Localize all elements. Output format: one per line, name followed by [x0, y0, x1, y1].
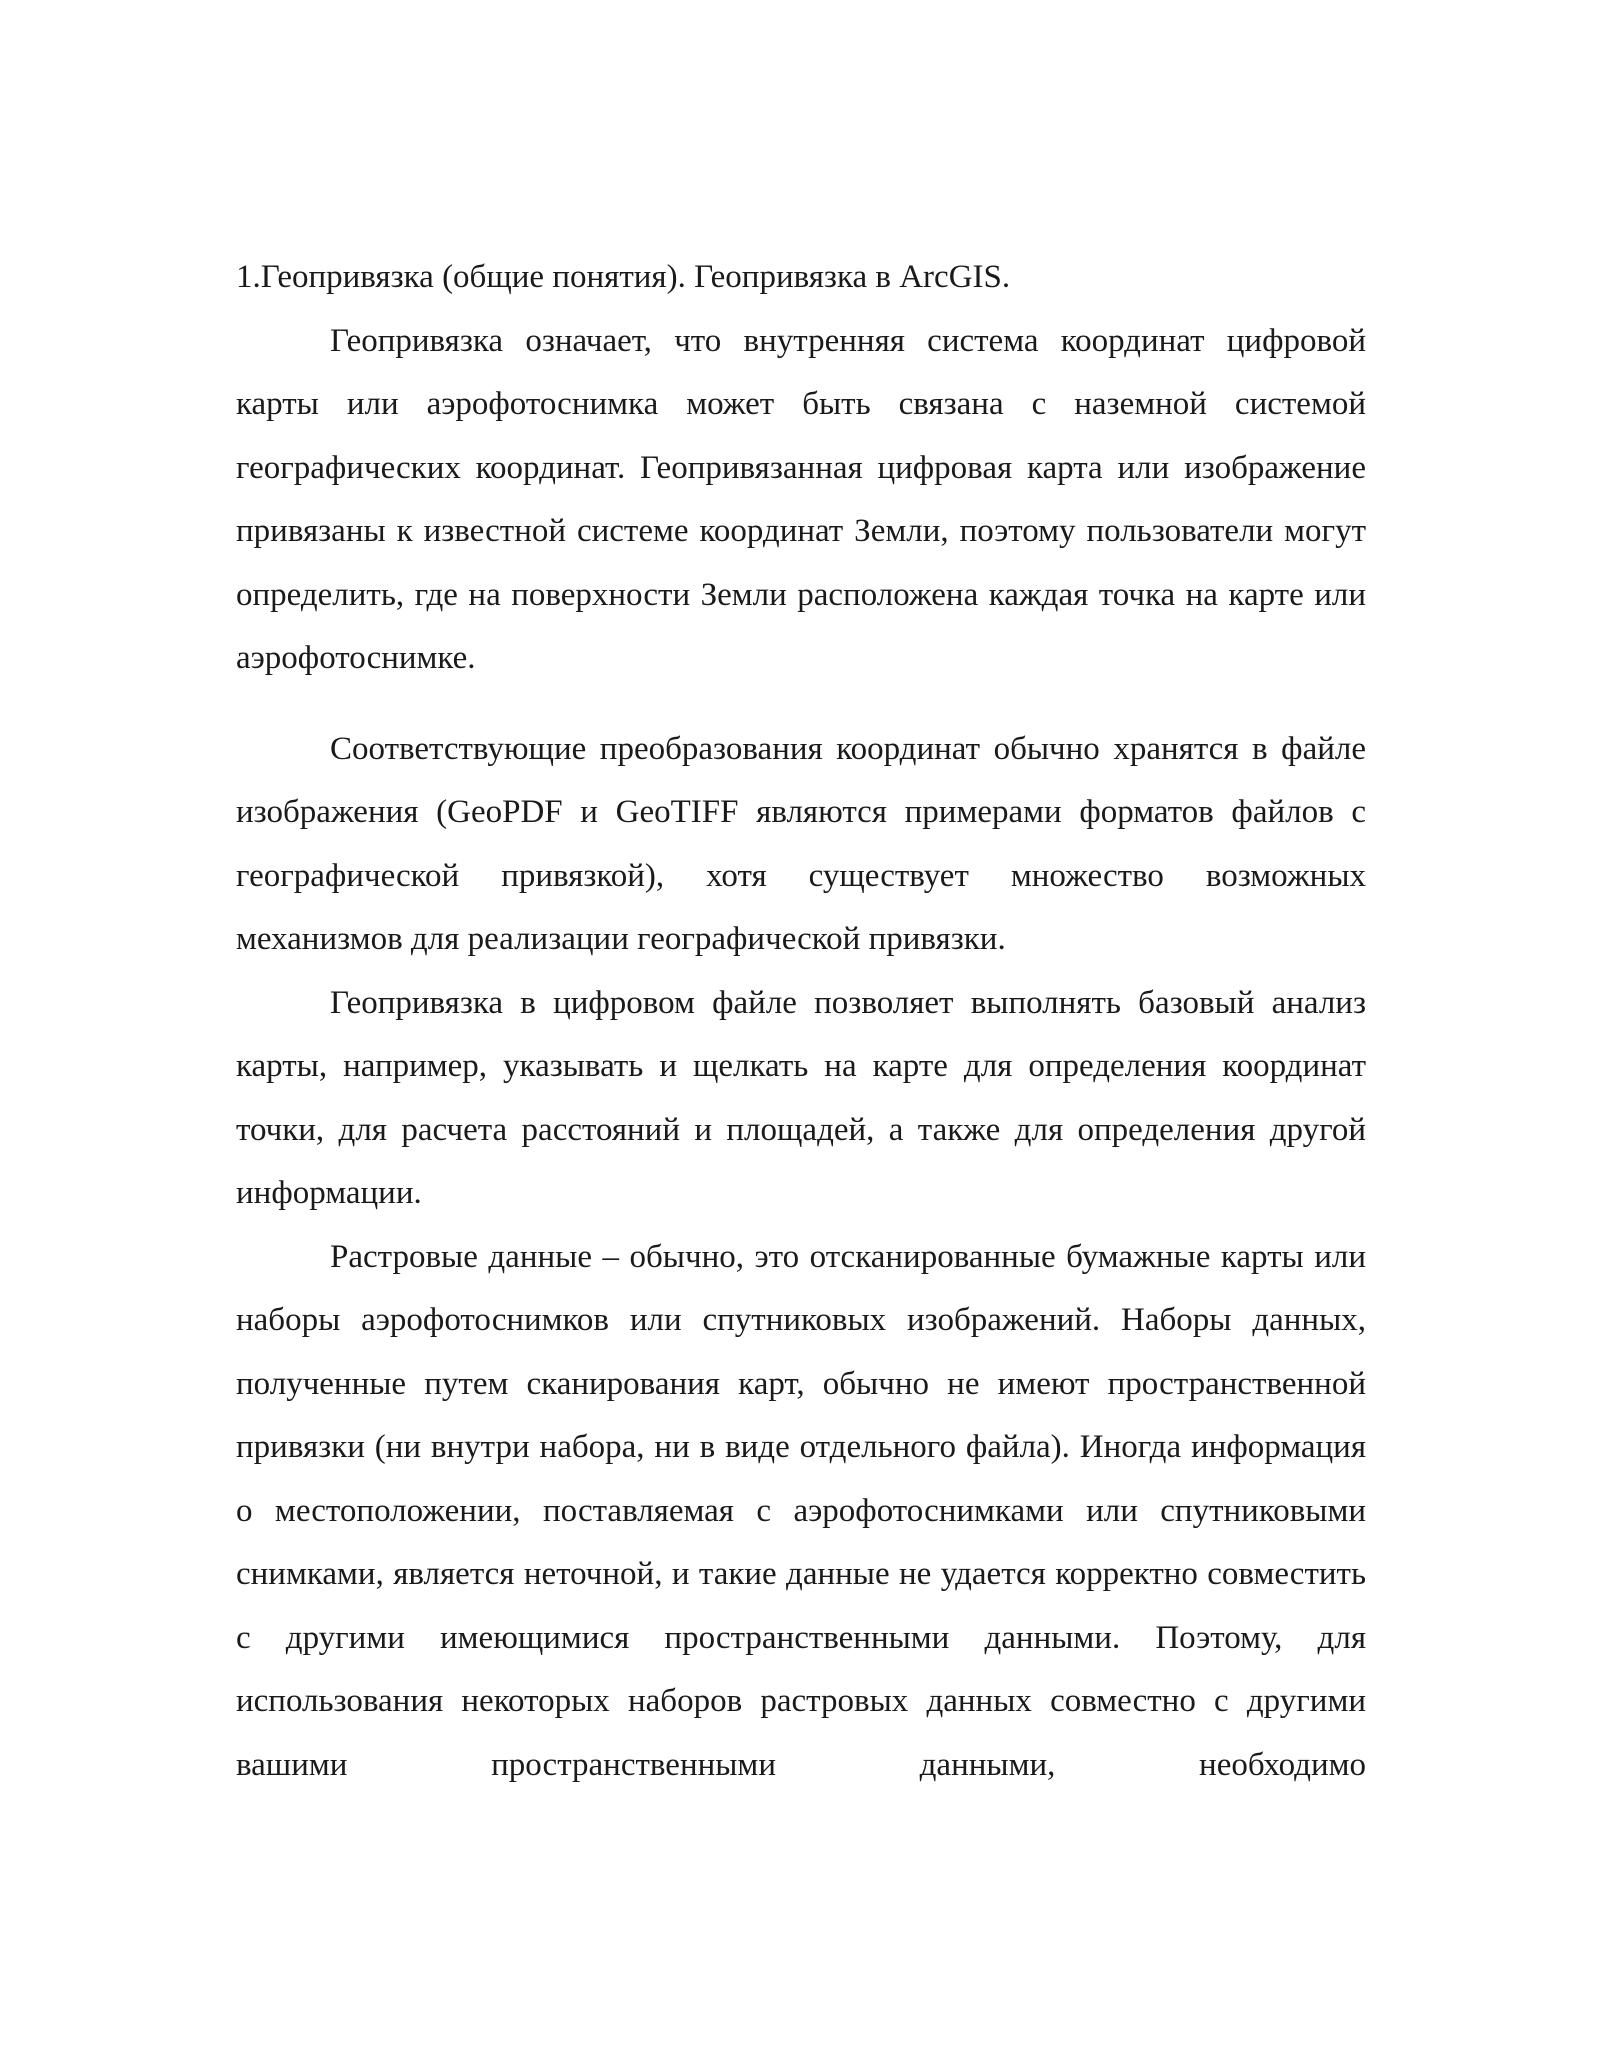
- paragraph-coordinate-transformations: Соответствующие преобразования координат обычно хранятся в файле изображения (GeoPDF и GeoTIFF являются примерами форматов файлов с географической привязкой), хотя существует множество возможных механизмов для реализации географической привязки.: [236, 730, 1366, 957]
- paragraph-georeferencing-definition: Геопривязка означает, что внутренняя система координат цифровой карты или аэрофотоснимка может быть связана с наземной системой географических координат. Геопривязанная цифровая карта или изображение привязаны к известной системе координат Земли, поэтому пользователи могут определить, где на поверхности Земли расположена каждая точка на карте или аэрофотоснимке.: [236, 322, 1366, 676]
- paragraph-basic-analysis: Геопривязка в цифровом файле позволяет выполнять базовый анализ карты, например, указывать и щелкать на карте для определения координат точки, для расчета расстояний и площадей, а также для определения другой информации.: [236, 984, 1366, 1211]
- section-heading: 1.Геопривязка (общие понятия). Геопривязка в ArcGIS.: [236, 259, 1011, 295]
- paragraph-raster-data: Растровые данные – обычно, это отсканированные бумажные карты или наборы аэрофотоснимков или спутниковых изображений. Наборы данных, полученные путем сканирования карт, обычно не имеют пространственной привязки (ни внутри набора, ни в виде отдельного файла). Иногда информация о местоположении, поставляемая с аэрофотоснимками или спутниковыми снимками, является неточной, и такие данные не удается корректно совместить с другими имеющимися пространственными данными. Поэтому, для использования некоторых наборов растровых данных совместно с другими вашими пространственными данными, необходимо: [236, 1238, 1366, 1783]
- document-body: [236, 246, 1366, 1797]
